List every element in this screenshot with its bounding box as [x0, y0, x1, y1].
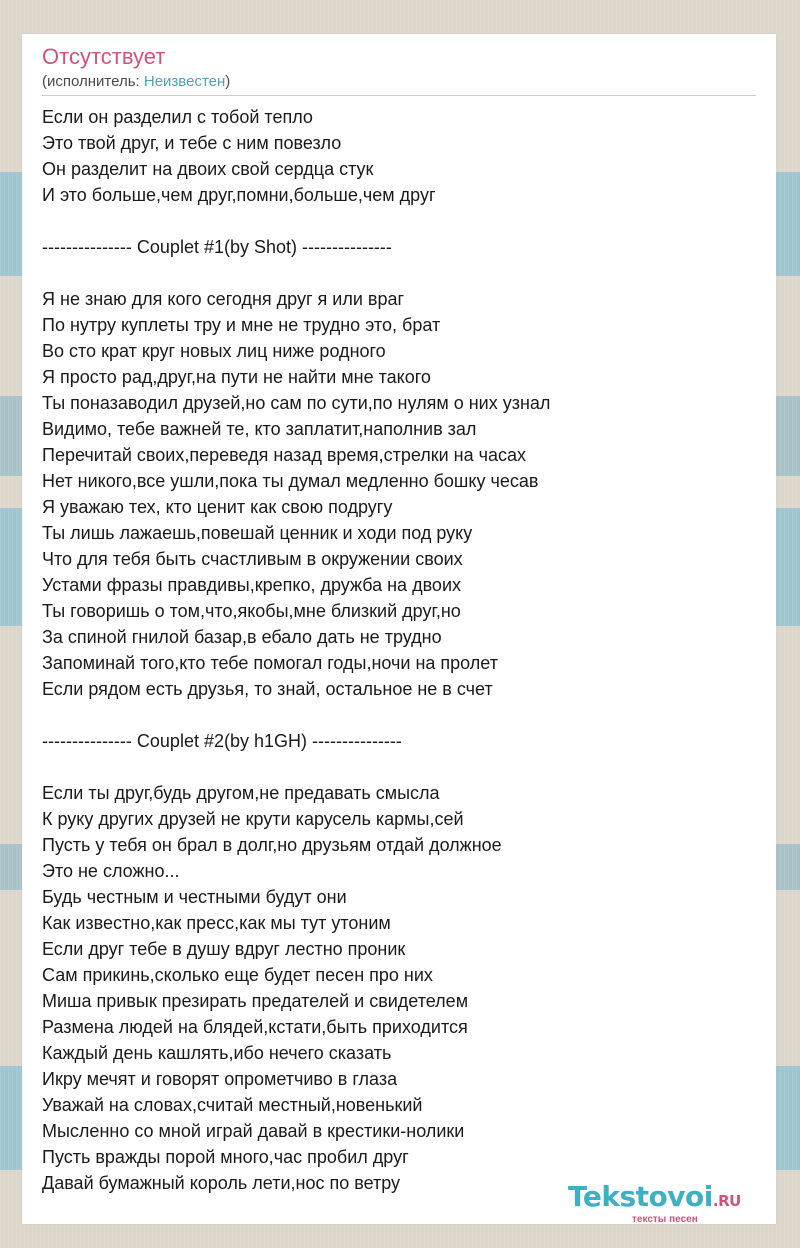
- lyric-line: За спиной гнилой базар,в ебало дать не трудно: [42, 627, 442, 647]
- lyric-line: Миша привык презирать предателей и свидетелем: [42, 991, 469, 1011]
- lyric-line: Если он разделил с тобой тепло: [42, 107, 313, 127]
- lyric-line: Сам прикинь,сколько еще будет песен про них: [42, 965, 433, 985]
- lyric-line: Перечитай своих,переведя назад время,стрелки на часах: [42, 445, 527, 465]
- lyric-line: К руку других друзей не крути карусель кармы,сей: [42, 809, 464, 829]
- lyric-line: Каждый день кашлять,ибо нечего сказать: [42, 1043, 392, 1063]
- lyrics-text: [42, 104, 762, 1196]
- lyric-line: Во сто крат круг новых лиц ниже родного: [42, 341, 386, 361]
- lyric-line: Ты поназаводил друзей,но сам по сути,по нулям о них узнал: [42, 393, 551, 413]
- lyric-line: Видимо, тебе важней те, кто заплатит,наполнив зал: [42, 419, 477, 439]
- lyric-line: Я не знаю для кого сегодня друг я или враг: [42, 289, 405, 309]
- lyric-line: Если рядом есть друзья, то знай, остальное не в счет: [42, 679, 493, 699]
- lyric-line: Устами фразы правдивы,крепко, дружба на двоих: [42, 575, 462, 595]
- logo-tagline: тексты песен: [632, 1214, 698, 1225]
- lyric-line: Это не сложно...: [42, 861, 180, 881]
- lyrics-page: [22, 34, 776, 1224]
- logo-name: Tekstovoi: [568, 1180, 713, 1213]
- blank-line: [42, 754, 762, 780]
- lyric-line: Ты лишь лажаешь,повешай ценник и ходи под руку: [42, 523, 473, 543]
- lyric-line: Уважай на словах,считай местный,новенький: [42, 1095, 423, 1115]
- lyric-line: По нутру куплеты тру и мне не трудно это, брат: [42, 315, 441, 335]
- artist-prefix: (исполнитель:: [42, 73, 144, 90]
- lyric-line: Пусть вражды порой много,час пробил друг: [42, 1147, 409, 1167]
- artist-line: [42, 73, 230, 91]
- lyric-line: Я просто рад,друг,на пути не найти мне такого: [42, 367, 431, 387]
- lyric-line: Давай бумажный король лети,нос по ветру: [42, 1173, 401, 1193]
- lyric-line: Как известно,как пресс,как мы тут утоним: [42, 913, 391, 933]
- blank-line: [42, 260, 762, 286]
- lyric-line: Запоминай того,кто тебе помогал годы,ночи на пролет: [42, 653, 498, 673]
- song-title: Отсутствует: [42, 44, 166, 69]
- lyric-line: Ты говоришь о том,что,якобы,мне близкий друг,но: [42, 601, 461, 621]
- artist-suffix: ): [225, 73, 231, 90]
- lyric-line: Это твой друг, и тебе с ним повезло: [42, 133, 342, 153]
- logo-wordmark: [568, 1180, 741, 1218]
- lyric-line: Если друг тебе в душу вдруг лестно проник: [42, 939, 406, 959]
- artist-link[interactable]: Неизвестен: [143, 73, 226, 90]
- lyric-line: Он разделит на двоих свой сердца стук: [42, 159, 374, 179]
- blank-line: [42, 208, 762, 234]
- lyric-line: И это больше,чем друг,помни,больше,чем друг: [42, 185, 436, 205]
- lyric-line: Мысленно со мной играй давай в крестики-нолики: [42, 1121, 465, 1141]
- lyric-line: Пусть у тебя он брал в долг,но друзьям отдай должное: [42, 835, 502, 855]
- lyric-line: Если ты друг,будь другом,не предавать смысла: [42, 783, 440, 803]
- lyric-line: Размена людей на блядей,кстати,быть приходится: [42, 1017, 468, 1037]
- section-heading: --------------- Couplet #2(by h1GH) ---------------: [42, 731, 402, 751]
- site-logo[interactable]: [568, 1180, 773, 1226]
- lyric-line: Что для тебя быть счастливым в окружении своих: [42, 549, 463, 569]
- section-heading: --------------- Couplet #1(by Shot) ---------------: [42, 237, 392, 257]
- logo-tld: .RU: [712, 1192, 741, 1210]
- title-divider: [42, 95, 756, 96]
- lyric-line: Будь честным и честными будут они: [42, 887, 347, 907]
- lyric-line: Нет никого,все ушли,пока ты думал медленно бошку чесав: [42, 471, 539, 491]
- lyric-line: Я уважаю тех, кто ценит как свою подругу: [42, 497, 393, 517]
- blank-line: [42, 702, 762, 728]
- lyric-line: Икру мечят и говорят опрометчиво в глаза: [42, 1069, 398, 1089]
